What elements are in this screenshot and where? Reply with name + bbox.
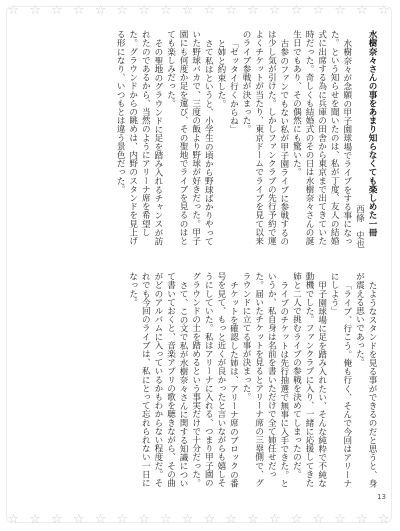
page-number: 13 bbox=[377, 493, 386, 501]
article-title: 水樹奈々さんの事をあまり知らなくても楽しめた一冊 bbox=[367, 30, 377, 237]
paragraph: 水樹奈々が念願の甲子園球場でライブをする事になった。という知らせを聞いたのは、私が丁度、友人の結婚式に出席する為に兵庫の田舎から東京まで出てきていた時だった。奇しくも結婚式のその日は水樹奈々さんの誕生日でもあり、その偶然にも驚いた。 bbox=[291, 30, 352, 245]
paragraph: 甲子園球場に足を踏み入れたい、そんな純粋で不純な動機でした。ファンクラブに入り、一緒に応援してきた姉と二人で挑むライブの参戦を決めてしまったのだ。 bbox=[291, 272, 327, 487]
paragraph: 「ライブ、行こう。俺も行く、そんで今回はアリーナにしよう」 bbox=[329, 272, 352, 487]
text-column-top bbox=[22, 30, 378, 248]
paragraph: チケットを確認した姉は、アリーナ席のブロックの番号を見て、もっと近くが良かったと言いながらも嬉しそうにしていた。私はアリーナに入れる、つまり甲子園のグラウンドの土を踏めるという事実だけで十分だった。 bbox=[190, 272, 239, 487]
paragraph: さて私はというと、小学生の頃から野球ばかりやっていた野球バカで、三度の飯より野球が好きだった。甲子園にも何度か足を運び、その聖地でライブを見るのはとても楽しみだった。 bbox=[165, 30, 214, 245]
text-column-bottom bbox=[22, 272, 378, 490]
paragraph: たようなスタンドを見る事ができるのだと思うと、身が震える思いであった。 bbox=[354, 272, 377, 487]
star-border-top: ☆ ☆ ☆ ☆ ☆ ☆ ☆ ☆ ☆ ☆ ☆ ☆ ☆ ☆ ☆ ☆ ☆ ☆ bbox=[7, 3, 393, 18]
star-border-bottom: ☆ ☆ ☆ ☆ ☆ ☆ ☆ ☆ ☆ ☆ ☆ ☆ ☆ ☆ ☆ ☆ ☆ ☆ bbox=[7, 512, 393, 527]
paragraph: その聖地のグラウンドに足を踏み入れるチャンスが訪れたのであるから、当然のようにアリーナ席を希望した。グラウンドからの眺めは、内野のスタンドを見上げる形になり、いつもとは違う景色だった。 bbox=[115, 30, 163, 245]
paragraph: 古参のファンでもない私が甲子園ライブに参戦するのは少し気が引けた。しかしファンクラブの先行予約で運よくチケットが当たり、東京ドームでライブを見て以来のライブ参戦が決まった。 bbox=[241, 30, 289, 245]
paragraph: 「ゼッタイ行くからね」 bbox=[228, 38, 239, 134]
paragraph: ライブのチケットは先行抽選で無事に入手できた。というか、私自身は名前を書いただけで全て姉任せだった。届いたチケットを見るとアリーナ席の三塁側で、グラウンドに立てる事が決まった。 bbox=[241, 272, 289, 487]
paragraph: さて、この文で私が水樹奈々さんに関する知識について書いておくと、音楽アプリの歌を聴きながら、その曲がどのアルバムに入っているかもわからない程度だ。それでも今回のライブは、私にとって忘れられない一日になった。 bbox=[127, 272, 189, 487]
author-name: 西條 史也 bbox=[354, 205, 365, 248]
paragraph: と姉と約束した。 bbox=[215, 38, 226, 108]
